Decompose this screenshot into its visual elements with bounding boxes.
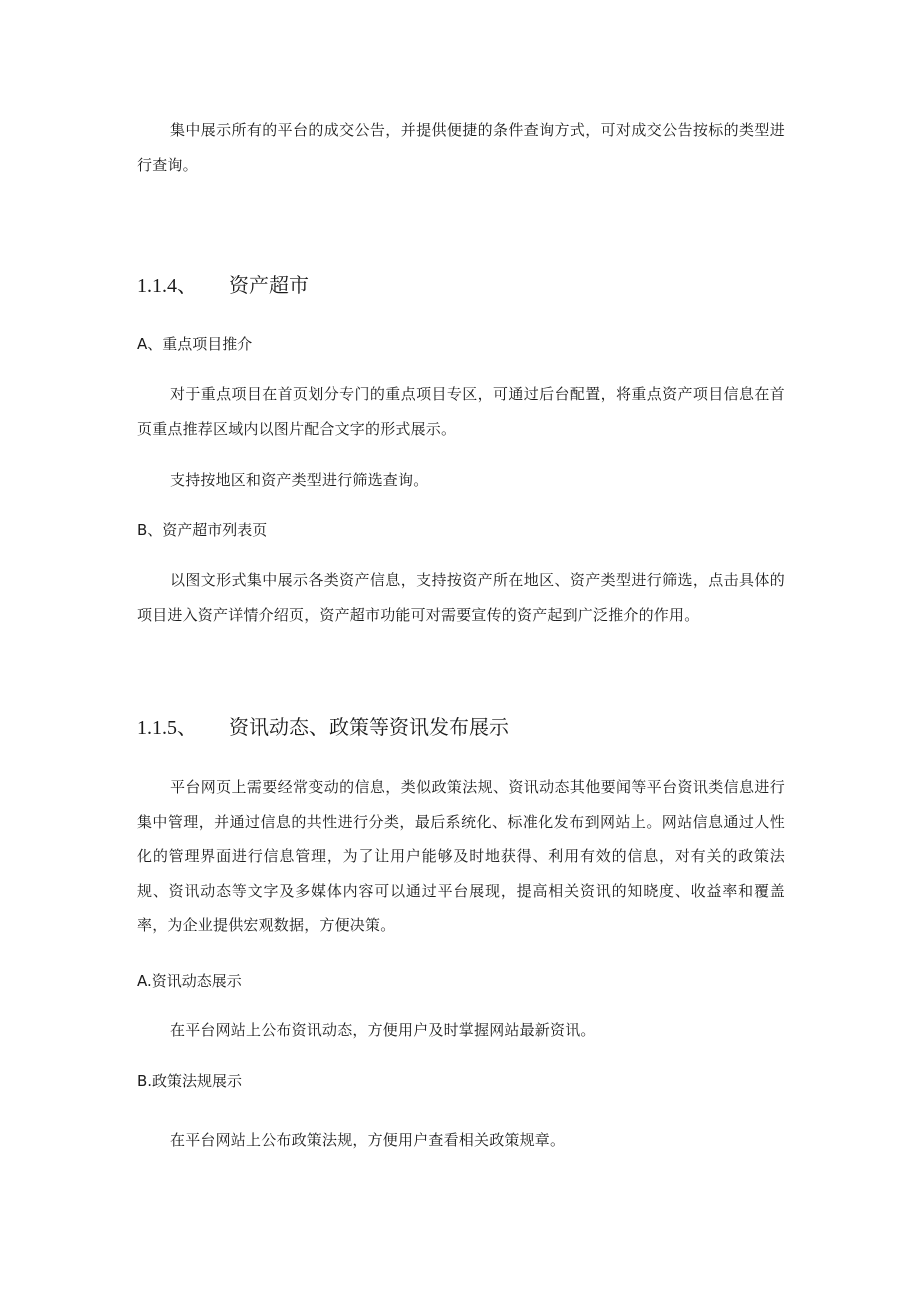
filter-support-paragraph: 支持按地区和资产类型进行筛选查询。 [170, 471, 429, 489]
policy-display-paragraph: 在平台网站上公布政策法规，方便用户查看相关政策规章。 [170, 1131, 566, 1149]
section-title: 资产超市 [229, 273, 309, 297]
section-heading-1-1-4 [137, 270, 309, 301]
subheading-key-projects: A、重点项目推介 [137, 335, 253, 353]
key-projects-paragraph: 对于重点项目在首页划分专门的重点项目专区，可通过后台配置，将重点资产项目信息在首页重点推荐区域内以图片配合文字的形式展示。 [137, 385, 785, 438]
section-number: 1.1.5、 [137, 717, 197, 739]
section-title: 资讯动态、政策等资讯发布展示 [229, 715, 509, 739]
news-display-paragraph: 在平台网站上公布资讯动态，方便用户及时掌握网站最新资讯。 [170, 1021, 596, 1039]
section-heading-1-1-5 [137, 712, 509, 743]
asset-list-paragraph: 以图文形式集中展示各类资产信息，支持按资产所在地区、资产类型进行筛选，点击具体的项目进入资产详情介绍页，资产超市功能可对需要宣传的资产起到广泛推介的作用。 [137, 571, 785, 624]
subheading-policy-display: B.政策法规展示 [137, 1072, 243, 1090]
subheading-news-display: A.资讯动态展示 [137, 972, 242, 990]
section-number: 1.1.4、 [137, 275, 197, 297]
intro-paragraph: 集中展示所有的平台的成交公告，并提供便捷的条件查询方式，可对成交公告按标的类型进行查询。 [137, 121, 785, 174]
subheading-asset-list: B、资产超市列表页 [137, 521, 268, 539]
info-publish-paragraph: 平台网页上需要经常变动的信息，类似政策法规、资讯动态其他要闻等平台资讯类信息进行集中管理，并通过信息的共性进行分类，最后系统化、标准化发布到网站上。网站信息通过人性化的管理界面进行信息管理，为了让用户能够及时地获得、利用有效的信息，对有关的政策法规、资讯动态等文字及多媒体内容可以通过平台展现，提高相关资讯的知晓度、收益率和覆盖率，为企业提供宏观数据，方便决策。 [137, 778, 785, 934]
